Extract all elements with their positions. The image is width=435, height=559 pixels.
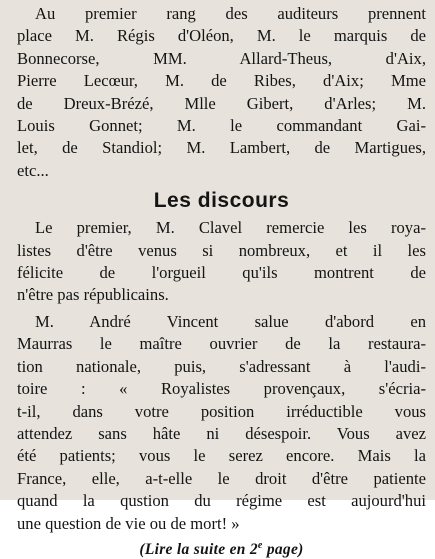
text-line: été patients; vous le serez encore. Mais la — [17, 446, 426, 466]
text-line: de Dreux-Brézé, Mlle Gibert, d'Arles; M. — [17, 93, 426, 113]
text-line: toire : « Royalistes provençaux, s'écria- — [17, 379, 426, 399]
text-line: Maurras le maître ouvrier de la restaura- — [17, 334, 426, 354]
text-line: félicite de l'orgueil qu'ils montrent de — [17, 263, 426, 283]
paragraph-clavel — [17, 217, 426, 307]
text-line: Pierre Lecœur, M. de Ribes, d'Aix; Mme — [17, 71, 426, 91]
continuation-tail: page) — [262, 540, 304, 558]
text-line: Le premier, M. Clavel remercie les roya- — [35, 218, 426, 238]
text-line: Bonnecorse, MM. Allard-Theus, d'Aix, — [17, 48, 426, 68]
text-line: Au premier rang des auditeurs prennent — [35, 4, 426, 23]
text-line: M. André Vincent salue d'abord en — [35, 311, 426, 331]
paragraph-vincent — [17, 311, 426, 535]
continuation-note — [17, 541, 426, 559]
text-line: tion nationale, puis, s'adressant à l'audi- — [17, 356, 426, 376]
text-line: Louis Gonnet; M. le commandant Gai- — [17, 116, 426, 136]
text-line: une question de vie ou de mort! » — [17, 513, 240, 533]
text-line: quand la qustion du régime est aujourd'hui — [17, 491, 426, 511]
text-line: n'être pas républicains. — [17, 285, 169, 305]
text-line: etc... — [17, 160, 49, 180]
text-line: attendez sans hâte ni désespoir. Vous avez — [17, 423, 426, 443]
text-line: France, elle, a-t-elle le droit d'être patiente — [17, 468, 426, 488]
intro-paragraph — [17, 3, 426, 182]
section-heading: Les discours — [153, 189, 290, 213]
continuation-superscript: e — [257, 539, 263, 551]
text-line: let, de Standiol; M. Lambert, de Martigues, — [17, 138, 426, 158]
text-line: t-il, dans votre position irréductible vous — [17, 401, 426, 421]
text-line: listes d'être venus si nombreux, et il les — [17, 240, 426, 260]
text-line: place M. Régis d'Oléon, M. le marquis de — [17, 26, 426, 46]
continuation-text: (Lire la suite en 2 — [139, 540, 258, 558]
